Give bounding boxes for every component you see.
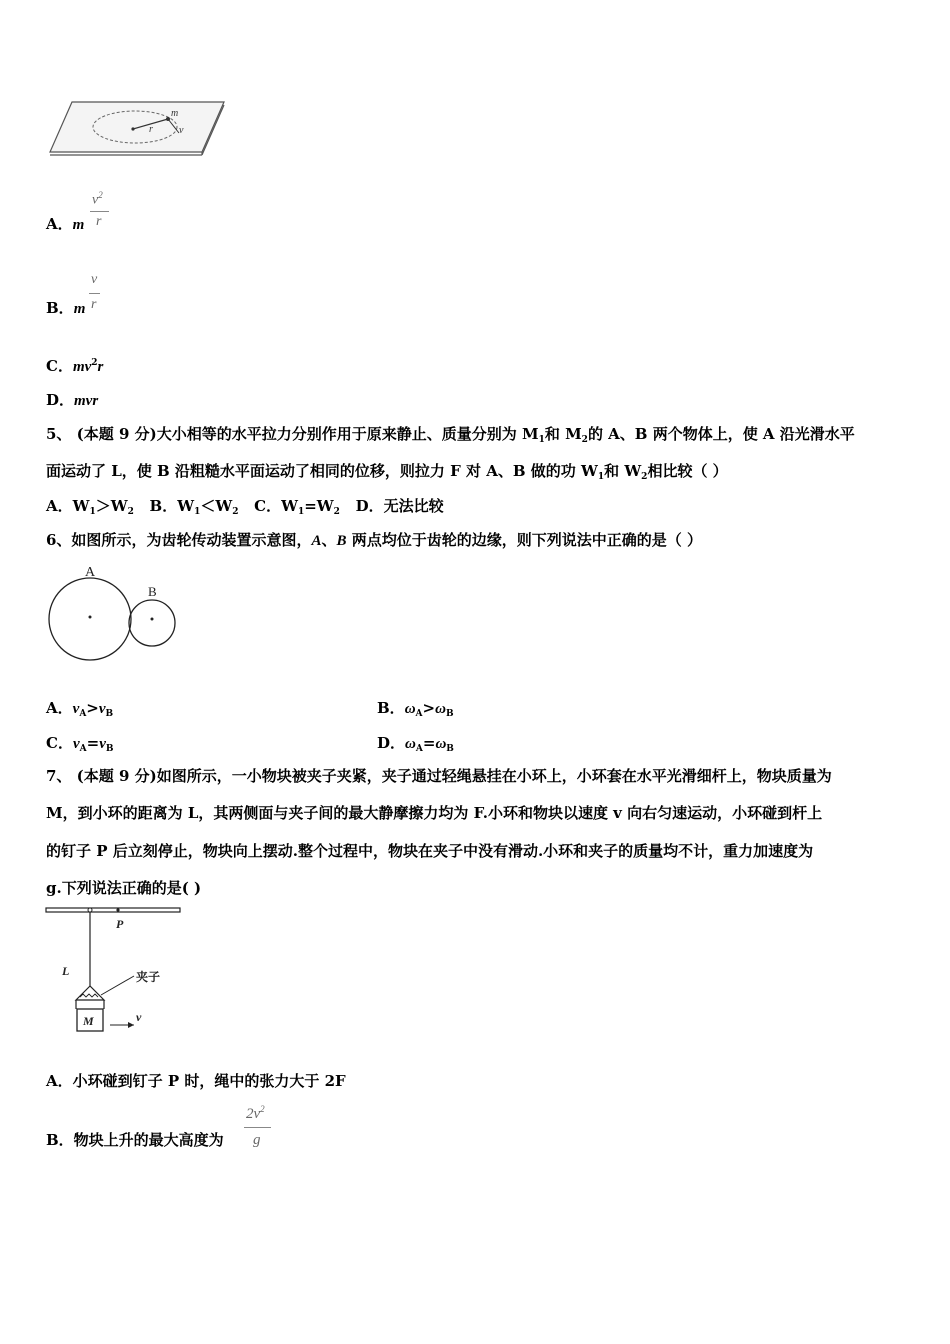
q5-option-a[interactable]: A．$W_1>W_2$ <box>46 497 134 517</box>
q7-b-denominator: g <box>253 1132 261 1148</box>
q7-stem-line4: g.下列说法正确的是( ) <box>46 879 202 897</box>
q4-b-numerator: v <box>91 272 98 287</box>
length-label: L <box>62 964 70 978</box>
plane-surface <box>50 102 224 152</box>
q4-option-a[interactable] <box>46 213 84 234</box>
clip-spring <box>80 994 98 997</box>
q4-a-denominator: r <box>96 214 102 229</box>
pendulum-clip-figure <box>44 903 184 1038</box>
q5-stem-line2: 面运动了 L，使 B 沿粗糙水平面运动了相同的位移，则拉力 F 对 A、B 做的功 $W_1$和 $W_2$相比较（ ） <box>46 462 728 482</box>
q4-a-fraction-bar <box>90 211 109 212</box>
velocity-label: v <box>179 125 184 136</box>
clip <box>76 986 104 1000</box>
nail-p <box>116 908 119 911</box>
q6-option-a[interactable]: A．$v_A>v_B$ <box>46 699 114 719</box>
mass-label: m <box>171 108 179 119</box>
gear-a <box>49 578 131 660</box>
mass-label: M <box>83 1014 94 1028</box>
q7-option-a[interactable]: A．小环碰到钉子 P 时，绳中的张力大于 2F <box>46 1072 346 1090</box>
q4-option-b[interactable] <box>46 297 85 318</box>
q7-stem-line3: 的钉子 P 后立刻停止，物块向上摆动.整个过程中，物块在夹子中没有滑动.小环和夹子的质量均不计，重力加速度为 <box>46 842 814 860</box>
clip-label: 夹子 <box>136 970 161 984</box>
q4-b-fraction-bar <box>89 293 100 294</box>
q5-option-b[interactable]: B．$W_1<W_2$ <box>149 497 239 517</box>
q7-stem-line2: M，到小环的距离为 L，其两侧面与夹子间的最大静摩擦力均为 F.小环和物块以速度 v 向右匀速运动，小环碰到杆上 <box>46 804 823 822</box>
q4-b-denominator: r <box>91 297 97 312</box>
q6-stem: 6、如图所示，为齿轮传动装置示意图，A、B 两点均位于齿轮的边缘，则下列说法中正确的是（ ） <box>46 531 702 549</box>
q5-stem-line1: 5、 (本题 9 分)大小相等的水平拉力分别作用于原来静止、质量分别为 $M_1$和 $M_2$的 A、B 两个物体上，使 A 沿光滑水平 <box>46 425 855 445</box>
velocity-label: v <box>136 1010 142 1024</box>
q4-option-c[interactable]: C．$mv^2r$ <box>46 357 104 375</box>
gear-transmission-figure <box>44 560 184 670</box>
gear-a-center <box>89 616 92 619</box>
q6-option-c[interactable]: C．$v_A=v_B$ <box>46 734 114 754</box>
q5-options <box>46 495 444 517</box>
gear-b <box>129 600 175 646</box>
q4-option-d[interactable]: D．mvr <box>46 391 99 409</box>
circular-motion-figure <box>44 96 230 162</box>
q7-option-b[interactable]: B．物块上升的最大高度为 <box>46 1131 224 1149</box>
q7-stem-line1: 7、 (本题 9 分)如图所示，一小物块被夹子夹紧，夹子通过轻绳悬挂在小环上，小环套在水平光滑细杆上，物块质量为 <box>46 767 832 785</box>
option-coef: m <box>72 217 85 233</box>
q7-b-numerator: $2v^2$ <box>246 1104 265 1122</box>
q6-option-d[interactable]: D．$\omega_A=\omega_B$ <box>377 734 454 754</box>
option-label: D． <box>46 391 75 409</box>
option-label: B． <box>46 299 74 317</box>
option-label: C． <box>46 357 73 375</box>
q5-option-c[interactable]: C．$W_1=W_2$ <box>254 497 340 517</box>
q6-option-b[interactable]: B．$\omega_A>\omega_B$ <box>377 699 454 719</box>
horizontal-rod <box>46 908 180 912</box>
option-label: A． <box>46 215 73 233</box>
gear-b-center <box>151 618 154 621</box>
q4-a-numerator: $v^2$ <box>92 190 103 208</box>
radius-label: r <box>149 124 153 135</box>
point-b-label: B <box>148 584 157 599</box>
small-ring <box>88 908 92 912</box>
nail-label: P <box>116 917 124 931</box>
clip-pointer <box>101 976 134 995</box>
q7-b-fraction-bar <box>244 1127 271 1128</box>
q5-option-d[interactable]: D．无法比较 <box>355 497 444 515</box>
point-a-label: A <box>85 565 96 580</box>
option-coef: m <box>73 301 86 317</box>
